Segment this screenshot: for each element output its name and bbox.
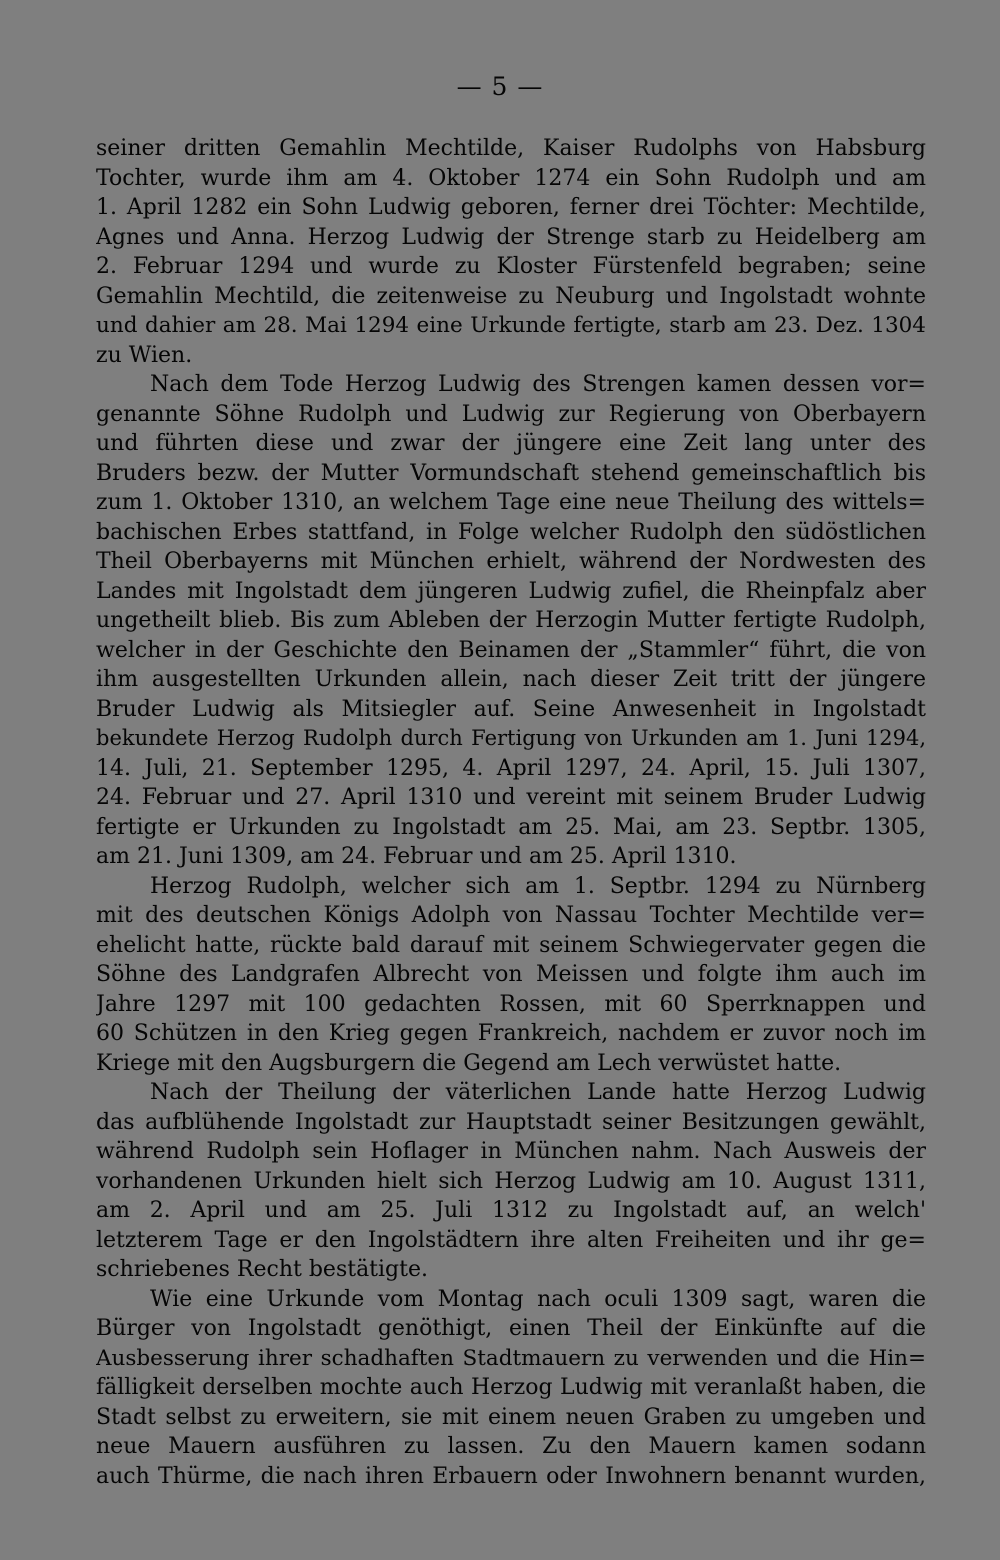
text-line: Söhne des Landgrafen Albrecht von Meissen und folgte ihm auch im — [96, 962, 926, 987]
text-line: neue Mauern ausführen zu lassen. Zu den Mauern kamen sodann — [96, 1434, 926, 1459]
text-line: auch Thürme, die nach ihren Erbauern oder Inwohnern benannt wurden, — [96, 1463, 926, 1489]
text-line: Nach der Theilung der väterlichen Lande hatte Herzog Ludwig — [150, 1080, 926, 1105]
text-line: letzterem Tage er den Ingolstädtern ihre alten Freiheiten und ihr ge= — [96, 1227, 926, 1253]
text-line: 14. Juli, 21. September 1295, 4. April 1297, 24. April, 15. Juli 1307, — [96, 755, 926, 781]
text-line: schriebenes Recht bestätigte. — [96, 1257, 428, 1282]
body-text — [96, 134, 926, 1491]
text-line: genannte Söhne Rudolph und Ludwig zur Regierung von Oberbayern — [96, 401, 926, 427]
text-line: Bürger von Ingolstadt genöthigt, einen Theil der Einkünfte auf die — [96, 1316, 926, 1341]
text-line: 1. April 1282 ein Sohn Ludwig geboren, ferner drei Töchter: Mechtilde, — [96, 195, 926, 220]
text-line: zum 1. Oktober 1310, an welchem Tage eine neue Theilung des wittels= — [96, 490, 926, 515]
text-line: Gemahlin Mechtild, die zeitenweise zu Neuburg und Ingolstadt wohnte — [96, 283, 926, 309]
text-line: bachischen Erbes stattfand, in Folge welcher Rudolph den südöstlichen — [96, 519, 926, 545]
text-line: Herzog Rudolph, welcher sich am 1. Septbr. 1294 zu Nürnberg — [150, 873, 926, 899]
text-line: am 21. Juni 1309, am 24. Februar und am 25. April 1310. — [96, 844, 737, 869]
text-line: 60 Schützen in den Krieg gegen Frankreich, nachdem er zuvor noch im — [96, 1021, 926, 1046]
text-line: Kriege mit den Augsburgern die Gegend am Lech verwüstet hatte. — [96, 1050, 842, 1076]
text-line: am 2. April und am 25. Juli 1312 zu Ingolstadt auf, an welch' — [96, 1198, 926, 1223]
text-line: ehelicht hatte, rückte bald darauf mit seinem Schwiegervater gegen die — [96, 932, 926, 958]
text-line: Theil Oberbayerns mit München erhielt, während der Nordwesten des — [96, 549, 926, 574]
text-line: fälligkeit derselben mochte auch Herzog Ludwig mit veranlaßt haben, die — [96, 1375, 926, 1400]
text-line: Jahre 1297 mit 100 gedachten Rossen, mit 60 Sperrknappen und — [96, 991, 926, 1017]
text-line: fertigte er Urkunden zu Ingolstadt am 25. Mai, am 23. Septbr. 1305, — [96, 814, 926, 840]
text-line: zu Wien. — [96, 342, 193, 368]
text-line: seiner dritten Gemahlin Mechtilde, Kaiser Rudolphs von Habsburg — [96, 136, 926, 161]
text-line: mit des deutschen Königs Adolph von Nassau Tochter Mechtilde ver= — [96, 903, 926, 928]
text-line: während Rudolph sein Hoflager in München nahm. Nach Ausweis der — [96, 1139, 926, 1164]
text-line: das aufblühende Ingolstadt zur Hauptstadt seiner Besitzungen gewählt, — [96, 1109, 926, 1135]
text-line: Landes mit Ingolstadt dem jüngeren Ludwig zufiel, die Rheinpfalz aber — [96, 578, 926, 604]
text-line: Ausbesserung ihrer schadhaften Stadtmauern zu verwenden und die Hin= — [96, 1345, 926, 1371]
text-line: ungetheilt blieb. Bis zum Ableben der Herzogin Mutter fertigte Rudolph, — [96, 608, 926, 633]
text-line: vorhandenen Urkunden hielt sich Herzog Ludwig am 10. August 1311, — [96, 1168, 926, 1194]
text-line: 24. Februar und 27. April 1310 und vereint mit seinem Bruder Ludwig — [96, 785, 926, 810]
text-line: Bruder Ludwig als Mitsiegler auf. Seine Anwesenheit in Ingolstadt — [96, 696, 926, 722]
text-line: und dahier am 28. Mai 1294 eine Urkunde fertigte, starb am 23. Dez. 1304 — [96, 313, 926, 338]
text-line: Wie eine Urkunde vom Montag nach oculi 1309 sagt, waren die — [150, 1286, 926, 1312]
text-line: ihm ausgestellten Urkunden allein, nach dieser Zeit tritt der jüngere — [96, 667, 926, 692]
text-line: Tochter, wurde ihm am 4. Oktober 1274 ein Sohn Rudolph und am — [96, 165, 926, 191]
text-line: Agnes und Anna. Herzog Ludwig der Strenge starb zu Heidelberg am — [96, 224, 926, 250]
text-line: 2. Februar 1294 und wurde zu Kloster Fürstenfeld begraben; seine — [96, 254, 926, 279]
page-number: — 5 — — [456, 72, 544, 101]
text-line: bekundete Herzog Rudolph durch Fertigung von Urkunden am 1. Juni 1294, — [96, 726, 926, 750]
text-line: Stadt selbst zu erweitern, sie mit einem neuen Graben zu umgeben und — [96, 1404, 926, 1430]
text-line: welcher in der Geschichte den Beinamen der „Stammler“ führt, die von — [96, 637, 926, 663]
text-line: Bruders bezw. der Mutter Vormundschaft stehend gemeinschaftlich bis — [96, 460, 926, 486]
text-line: und führten diese und zwar der jüngere eine Zeit lang unter des — [96, 431, 926, 456]
text-line: Nach dem Tode Herzog Ludwig des Strengen kamen dessen vor= — [150, 372, 926, 397]
